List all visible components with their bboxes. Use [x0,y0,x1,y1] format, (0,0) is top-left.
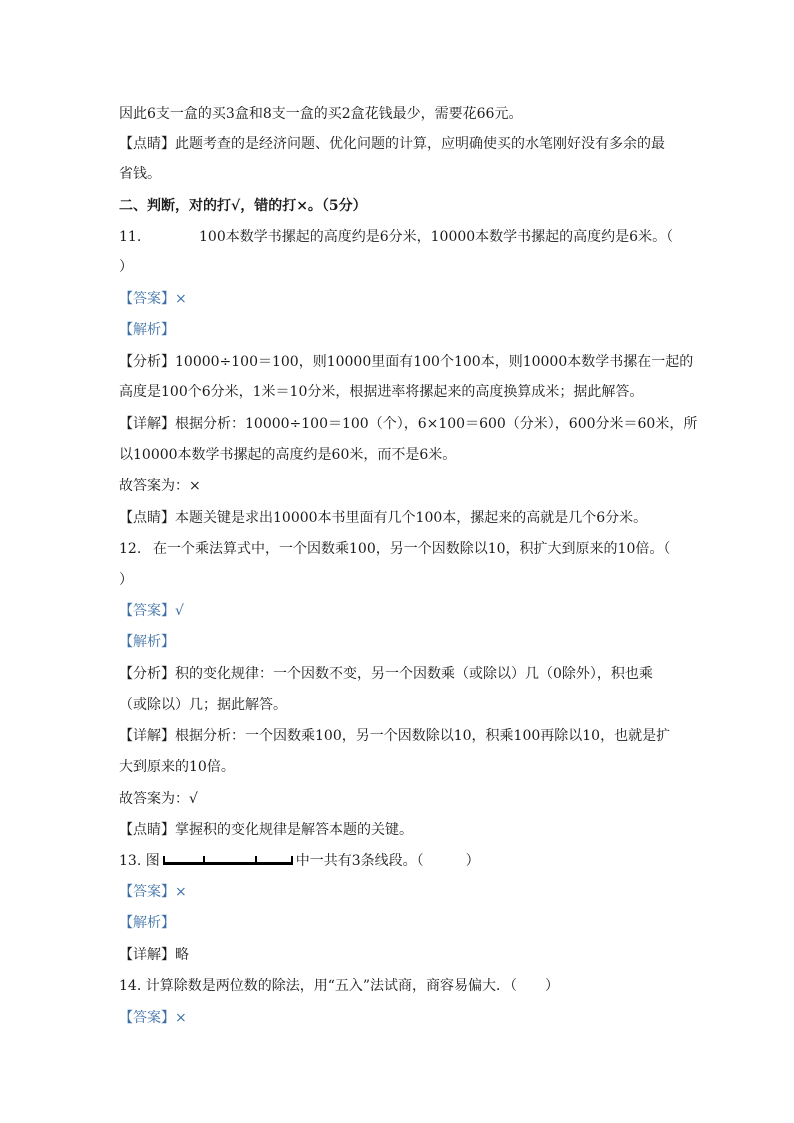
text-line: 高度是100个6分米，1米＝10分米，根据进率将摞起来的高度换算成米；据此解答。 [119,384,644,400]
answer-label: 【答案】× [119,1010,187,1026]
text-line: 因此6支一盒的买3盒和8支一盒的买2盒花钱最少，需要花66元。 [119,106,523,122]
answer-label: 【答案】√ [119,603,184,619]
text-line: 【详解】根据分析：一个因数乘100，另一个因数除以10，积乘100再除以10，也就是扩 [119,728,671,744]
analysis-label: 【解析】 [119,634,175,650]
text-line: 【详解】略 [119,947,189,963]
question-text: 在一个乘法算式中，一个因数乘100，另一个因数除以10，积扩大到原来的10倍。（ [153,541,671,557]
question-11 [119,227,673,247]
text-line: 故答案为：× [119,478,201,494]
text-line: 省钱。 [119,166,161,182]
answer-label: 【答案】× [119,291,187,307]
answer-paren: ） [119,572,133,588]
text-line: 【分析】积的变化规律：一个因数不变，另一个因数乘（或除以）几（0除外），积也乘 [119,666,653,682]
text-line: 以10000本数学书摞起的高度约是60米，而不是6米。 [119,447,457,463]
line-segment-figure [163,853,293,867]
text-line: 【分析】10000÷100＝100，则10000里面有100个100本，则10000本数学书摞在一起的 [119,354,694,370]
question-prefix: 13. 图 [119,853,160,869]
question-14: 14. 计算除数是两位数的除法，用“五入”法试商，商容易偏大．（ ） [119,978,560,994]
answer-label: 【答案】× [119,884,187,900]
question-number: 12. [119,541,142,557]
question-number: 11. [119,229,142,245]
question-text: 100本数学书摞起的高度约是6分米，10000本数学书摞起的高度约是6米。（ [199,229,674,245]
section-heading: 二、判断，对的打√，错的打×。（5分） [119,198,367,214]
text-line: 【点睛】掌握积的变化规律是解答本题的关键。 [119,822,413,838]
text-line: （或除以）几；据此解答。 [119,697,287,713]
analysis-label: 【解析】 [119,322,175,338]
text-line: 【详解】根据分析：10000÷100＝100（个），6×100＝600（分米），600分米＝60米，所 [119,416,698,432]
question-text: 中一共有3条线段。（ ） [295,853,480,869]
answer-paren: ） [119,259,133,275]
question-12 [119,539,670,559]
question-13 [119,851,480,871]
analysis-label: 【解析】 [119,915,175,931]
text-line: 【点睛】本题关键是求出10000本书里面有几个100本，摞起来的高就是几个6分米。 [119,510,648,526]
text-line: 故答案为：√ [119,791,198,807]
text-line: 大到原来的10倍。 [119,759,235,775]
text-line: 【点睛】此题考查的是经济问题、优化问题的计算，应明确使买的水笔刚好没有多余的最 [119,136,665,152]
